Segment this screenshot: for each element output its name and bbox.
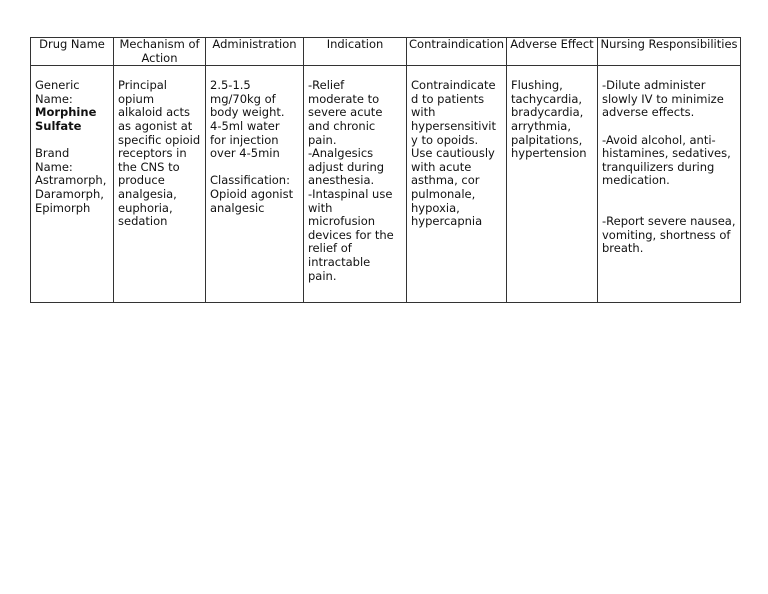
- administration-dose: 2.5-1.5 mg/70kg of body weight. 4-5ml water for injection over 4-5min: [210, 78, 285, 161]
- header-administration: Administration: [206, 38, 304, 66]
- header-adverse-effect: Adverse Effect: [507, 38, 598, 66]
- cell-drug-name: [31, 66, 114, 303]
- cell-administration: [206, 66, 304, 303]
- nursing-item: -Avoid alcohol, anti-histamines, sedatives, tranquilizers during medication.: [602, 132, 731, 188]
- brand-name-value: Astramorph,: [35, 173, 107, 188]
- cell-contraindication: [407, 66, 507, 303]
- adverse-effect-item: hypertension: [511, 146, 587, 161]
- indication-item: -Intaspinal use with microfusion devices for the relief of intractable pain.: [308, 186, 394, 283]
- header-contraindication: Contraindication: [407, 38, 507, 66]
- brand-name-value: Daramorph,: [35, 186, 104, 201]
- header-mechanism: Mechanism of Action: [114, 38, 206, 66]
- indication-item: -Analgesics adjust during anesthesia.: [308, 146, 385, 188]
- brand-name-label: Brand Name:: [35, 146, 73, 174]
- indication-item: -Relief moderate to severe acute and chronic pain.: [308, 78, 383, 147]
- nursing-item: -Dilute administer slowly IV to minimize adverse effects.: [602, 78, 724, 120]
- brand-name-value: Epimorph: [35, 200, 91, 215]
- contraindication-item: Use cautiously with acute asthma, cor pulmonale, hypoxia, hypercapnia: [411, 146, 495, 229]
- contraindication-item: Contraindicated to patients with hypersensitivity to opoids.: [411, 78, 496, 147]
- cell-mechanism: Principal opium alkaloid acts as agonist at specific opioid receptors in the CNS to produce analgesia, euphoria, sedation: [114, 66, 206, 303]
- nursing-item: -Report severe nausea, vomiting, shortness of breath.: [602, 214, 736, 256]
- cell-nursing: [598, 66, 741, 303]
- header-indication: Indication: [304, 38, 407, 66]
- drug-study-table: [30, 37, 741, 303]
- header-nursing: Nursing Responsibilities: [598, 38, 741, 66]
- adverse-effect-item: tachycardia,: [511, 91, 583, 106]
- adverse-effect-item: palpitations,: [511, 132, 583, 147]
- adverse-effect-item: bradycardia,: [511, 105, 584, 120]
- administration-classification: Classification: Opioid agonist analgesic: [210, 173, 294, 215]
- generic-name-label: Generic Name:: [35, 78, 80, 106]
- generic-name-value: Morphine Sulfate: [35, 105, 97, 133]
- header-drug-name: Drug Name: [31, 38, 114, 66]
- adverse-effect-item: arrythmia,: [511, 118, 572, 133]
- adverse-effect-item: Flushing,: [511, 78, 563, 93]
- table-header-row: [31, 38, 741, 66]
- cell-adverse-effect: [507, 66, 598, 303]
- table-row: [31, 66, 741, 303]
- cell-indication: [304, 66, 407, 303]
